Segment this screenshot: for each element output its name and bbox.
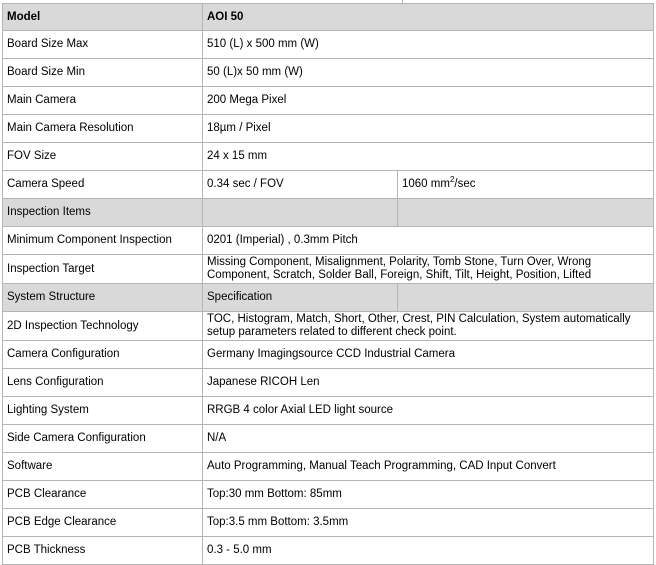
spec-value: 0.3 - 5.0 mm <box>203 537 654 565</box>
spec-label: 2D Inspection Technology <box>3 312 203 341</box>
spec-value: Specification <box>203 284 398 312</box>
spec-value: 24 x 15 mm <box>203 143 654 171</box>
spec-row-software <box>3 453 654 481</box>
spec-row-board-size-min <box>3 59 654 87</box>
spec-row-2d-inspection <box>3 312 654 341</box>
spec-value: 510 (L) x 500 mm (W) <box>203 31 654 59</box>
spec-label: Camera Speed <box>3 171 203 199</box>
spec-row-board-size-max <box>3 31 654 59</box>
spec-row-pcb-thickness <box>3 537 654 565</box>
spec-label: Side Camera Configuration <box>3 425 203 453</box>
spec-row-lens-configuration <box>3 369 654 397</box>
spec-value: Top:30 mm Bottom: 85mm <box>203 481 654 509</box>
spec-value: 0.34 sec / FOV <box>203 171 398 199</box>
spec-label: Lens Configuration <box>3 369 203 397</box>
spec-row-min-component <box>3 227 654 255</box>
spec-value: TOC, Histogram, Match, Short, Other, Crest, PIN Calculation, System automatically setup parameters related to different check point. <box>203 312 654 341</box>
spec-value: Japanese RICOH Len <box>203 369 654 397</box>
spec-label: Board Size Max <box>3 31 203 59</box>
spec-table <box>2 3 654 565</box>
spec-label: Inspection Items <box>3 199 203 227</box>
spec-row-fov-size <box>3 143 654 171</box>
spec-row-pcb-clearance <box>3 481 654 509</box>
spec-table-body <box>3 4 654 565</box>
spec-label: System Structure <box>3 284 203 312</box>
spec-value: Auto Programming, Manual Teach Programming, CAD Input Convert <box>203 453 654 481</box>
spec-value: N/A <box>203 425 654 453</box>
spec-value: 0201 (Imperial) , 0.3mm Pitch <box>203 227 654 255</box>
spec-value-secondary <box>398 199 654 227</box>
spec-value <box>203 199 398 227</box>
spec-label: Lighting System <box>3 397 203 425</box>
spec-value-secondary <box>398 171 654 199</box>
spec-label: Board Size Min <box>3 59 203 87</box>
spec-label: Camera Configuration <box>3 341 203 369</box>
spec-value: Top:3.5 mm Bottom: 3.5mm <box>203 509 654 537</box>
spec-label: PCB Edge Clearance <box>3 509 203 537</box>
spec-label: Inspection Target <box>3 255 203 284</box>
speed-area-value: 1060 mm <box>402 178 450 190</box>
spec-label: Model <box>3 4 203 31</box>
spec-label: Software <box>3 453 203 481</box>
spec-label: Main Camera <box>3 87 203 115</box>
spec-label: PCB Clearance <box>3 481 203 509</box>
spec-row-system-structure <box>3 284 654 312</box>
spec-value: Germany Imagingsource CCD Industrial Camera <box>203 341 654 369</box>
spec-value: 200 Mega Pixel <box>203 87 654 115</box>
spec-row-side-camera <box>3 425 654 453</box>
spec-row-pcb-edge-clearance <box>3 509 654 537</box>
spec-row-main-camera-resolution <box>3 115 654 143</box>
spec-row-main-camera <box>3 87 654 115</box>
spec-label: Main Camera Resolution <box>3 115 203 143</box>
spec-value: 50 (L)x 50 mm (W) <box>203 59 654 87</box>
spec-value: AOI 50 <box>203 4 654 31</box>
spec-value-secondary <box>398 284 654 312</box>
spec-row-camera-configuration <box>3 341 654 369</box>
spec-label: FOV Size <box>3 143 203 171</box>
speed-area-exponent: 2 <box>449 175 455 185</box>
spec-label: Minimum Component Inspection <box>3 227 203 255</box>
spec-value: 18µm / Pixel <box>203 115 654 143</box>
spec-row-inspection-items <box>3 199 654 227</box>
spec-value: Missing Component, Misalignment, Polarity, Tomb Stone, Turn Over, Wrong Component, Scratch, Solder Ball, Foreign, Shift, Tilt, Height, Position, Lifted <box>203 255 654 284</box>
spec-row-inspection-target <box>3 255 654 284</box>
speed-area-unit: /sec <box>454 178 476 190</box>
spec-row-camera-speed <box>3 171 654 199</box>
spec-value: RRGB 4 color Axial LED light source <box>203 397 654 425</box>
spec-label: PCB Thickness <box>3 537 203 565</box>
spec-row-model <box>3 4 654 31</box>
spec-row-lighting-system <box>3 397 654 425</box>
